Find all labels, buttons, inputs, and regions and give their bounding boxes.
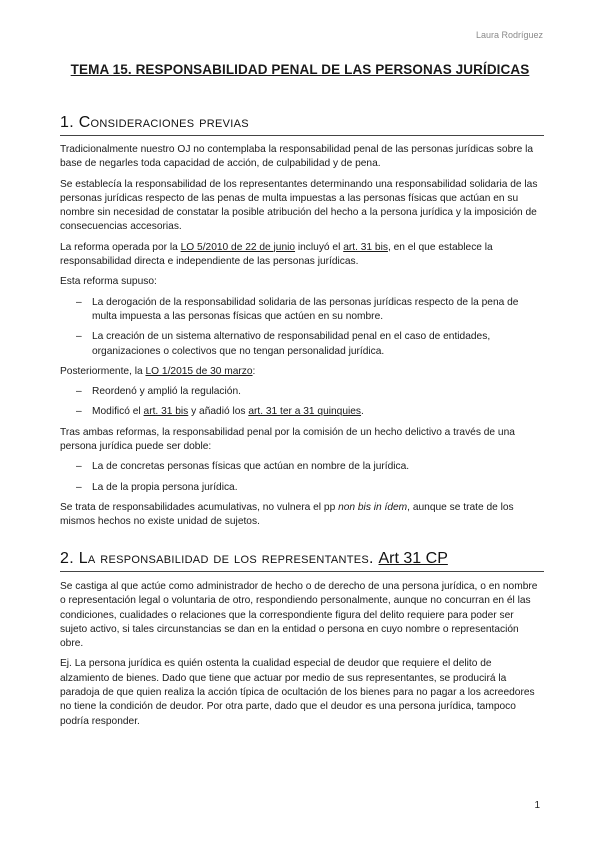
text: Posteriormente, la bbox=[60, 365, 146, 377]
paragraph: Se castiga al que actúe como administrador de hecho o de derecho de una persona jurídica, o en nombre o representación legal o voluntaria de otro, respondiendo personalmente, aunque no concurran en él las condiciones, cualidades o relaciones que la correspondiente figura del delito requiere para poder ser sujeto activo, si tales circunstancias se dan en la entidad o persona en cuyo nombre o representación obre. bbox=[60, 581, 538, 650]
dash-bullet-icon: – bbox=[76, 296, 82, 308]
dash-bullet-icon: – bbox=[76, 386, 82, 398]
paragraph: Tras ambas reformas, la responsabilidad penal por la comisión de un hecho delictivo a través de una persona jurídica puede ser doble: bbox=[60, 426, 515, 453]
list-item-text: La de concretas personas físicas que actúan en nombre de la jurídica. bbox=[92, 461, 410, 473]
law-link-art-31-cp[interactable]: Art 31 CP bbox=[378, 550, 448, 567]
list-item-text: La derogación de la responsabilidad solidaria de las personas jurídicas respecto de la pena de multa impuesta a las personas físicas que actúen en su nombre. bbox=[92, 296, 519, 322]
list-item-text: La creación de un sistema alternativo de responsabilidad penal en el caso de entidades, organizaciones o colectivos que no tengan personalidad jurídica. bbox=[92, 331, 491, 357]
list-item bbox=[60, 405, 542, 419]
list-item bbox=[60, 296, 542, 325]
text: incluyó el bbox=[295, 241, 344, 253]
page-number: 1 bbox=[534, 800, 540, 811]
law-link-lo-5-2010[interactable]: LO 5/2010 de 22 de junio bbox=[180, 241, 296, 253]
paragraph: Esta reforma supuso: bbox=[60, 276, 157, 288]
latin-term: non bis in ídem bbox=[338, 501, 408, 513]
paragraph: Ej. La persona jurídica es quién ostenta la cualidad especial de deudor que requiere el delito de alzamiento de bienes. Dado que tiene que actuar por medio de sus representantes, se producirá la paradoja de que quien realiza la acción típica de ocultación de los bienes para no pagar a los acreedores no tiene la condición de deudor. Por otra parte, dado que el deudor es una persona jurídica, tampoco podría responder. bbox=[60, 658, 535, 727]
double-liability-list bbox=[60, 460, 542, 495]
list-item bbox=[60, 460, 542, 474]
law-link-lo-1-2015[interactable]: LO 1/2015 de 30 marzo bbox=[145, 365, 253, 377]
list-item bbox=[60, 330, 542, 359]
section-1-body bbox=[60, 143, 542, 536]
text: Se trata de responsabilidades acumulativas, no vulnera el pp bbox=[60, 501, 339, 513]
law-link-art-31-ter-quinquies[interactable]: art. 31 ter a 31 quinquies bbox=[248, 406, 362, 418]
list-item bbox=[60, 385, 542, 399]
section-2-heading-text: 2. La responsabilidad de los representantes. bbox=[60, 550, 379, 567]
text: La reforma operada por la bbox=[60, 241, 181, 253]
text: y añadió los bbox=[188, 406, 249, 418]
dash-bullet-icon: – bbox=[76, 406, 82, 418]
text: Modificó el bbox=[92, 406, 144, 418]
text: . bbox=[361, 406, 364, 418]
law-link-art-31-bis[interactable]: art. 31 bis bbox=[343, 241, 388, 253]
paragraph bbox=[60, 501, 542, 530]
paragraph: Tradicionalmente nuestro OJ no contemplaba la responsabilidad penal de las personas jurídicas sobre la base de negarles toda capacidad de acción, de culpabilidad y de pena. bbox=[60, 144, 534, 170]
list-item bbox=[60, 481, 542, 495]
section-1-heading: 1. Consideraciones previas bbox=[60, 113, 544, 136]
paragraph bbox=[60, 365, 542, 379]
document-title: TEMA 15. RESPONSABILIDAD PENAL DE LAS PERSONAS JURÍDICAS bbox=[70, 62, 530, 77]
paragraph: Se establecía la responsabilidad de los representantes determinando una responsabilidad solidaria de las personas jurídicas respecto de las penas de multa impuestas a las personas físicas que actúan en su nombre sin necesidad de constatar la posible atribución del hecho a la persona jurídica y la imposición de consecuencias accesorias. bbox=[60, 178, 538, 233]
list-item-text: La de la propia persona jurídica. bbox=[92, 481, 238, 493]
dash-bullet-icon: – bbox=[76, 481, 82, 493]
paragraph bbox=[60, 241, 542, 270]
section-2-body bbox=[60, 580, 542, 735]
list-item-text: Reordenó y amplió la regulación. bbox=[92, 386, 241, 398]
text: : bbox=[252, 365, 256, 377]
law-link-art-31-bis[interactable]: art. 31 bis bbox=[143, 406, 189, 418]
later-reform-list bbox=[60, 385, 542, 420]
dash-bullet-icon: – bbox=[76, 331, 82, 343]
dash-bullet-icon: – bbox=[76, 461, 82, 473]
section-2-heading bbox=[60, 549, 544, 572]
text: , aunque se trate de los mismos hechos no existe unidad de sujetos. bbox=[60, 501, 514, 528]
reform-list bbox=[60, 296, 542, 359]
text: , en el que establece la responsabilidad directa e independiente de las personas jurídicas. bbox=[60, 241, 493, 268]
author-header: Laura Rodríguez bbox=[475, 30, 543, 40]
